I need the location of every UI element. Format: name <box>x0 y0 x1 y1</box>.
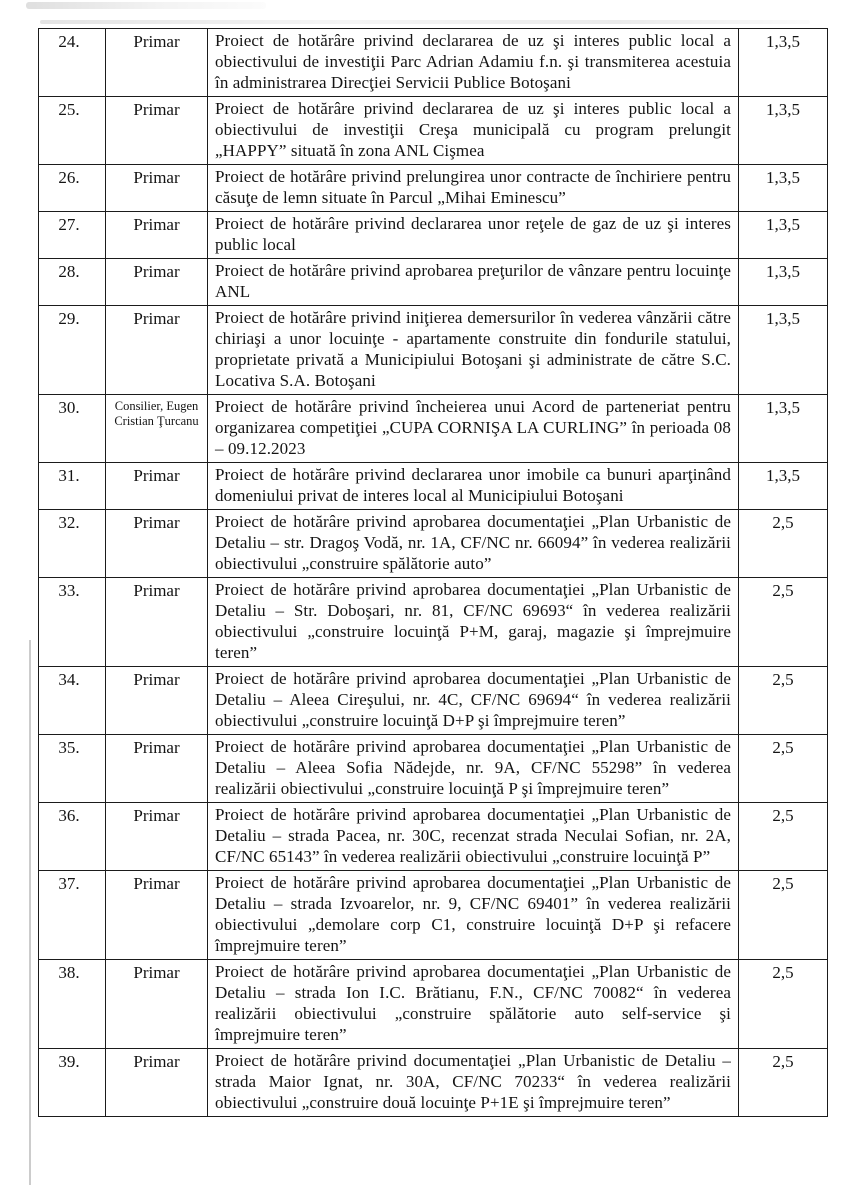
initiator-cell: Primar <box>106 97 208 165</box>
table-row <box>39 510 828 578</box>
table-row <box>39 960 828 1049</box>
aviz-commissions-cell: 2,5 <box>739 871 828 960</box>
agenda-table <box>38 28 828 1117</box>
aviz-commissions-cell: 1,3,5 <box>739 212 828 259</box>
initiator-cell: Primar <box>106 1049 208 1117</box>
description-cell: Proiect de hotărâre privind documentaţiei „Plan Urbanistic de Detaliu – strada Maior Ignat, nr. 30A, CF/NC 70233“ în vederea realizării obiectivului „construire două locuinţe P+1E şi împrejmuire teren” <box>208 1049 739 1117</box>
initiator-cell: Primar <box>106 212 208 259</box>
row-number-cell: 24. <box>39 29 106 97</box>
table-row <box>39 1049 828 1117</box>
description-cell: Proiect de hotărâre privind aprobarea documentaţiei „Plan Urbanistic de Detaliu – Aleea Cireşului, nr. 4C, CF/NC 69694“ în vederea realizării obiectivului „construire locuinţă D+P şi împrejmuire teren” <box>208 667 739 735</box>
aviz-commissions-cell: 1,3,5 <box>739 259 828 306</box>
table-row <box>39 259 828 306</box>
table-row <box>39 29 828 97</box>
aviz-commissions-cell: 2,5 <box>739 667 828 735</box>
description-cell: Proiect de hotărâre privind încheierea unui Acord de parteneriat pentru organizarea competiţiei „CUPA CORNIŞA LA CURLING” în perioada 08 – 09.12.2023 <box>208 395 739 463</box>
description-cell: Proiect de hotărâre privind declararea unor reţele de gaz de uz şi interes public local <box>208 212 739 259</box>
table-row <box>39 803 828 871</box>
description-cell: Proiect de hotărâre privind declararea de uz şi interes public local a obiectivului de investiţii Parc Adrian Adamiu f.n. şi transmiterea acestuia în administrarea Direcţiei Servicii Publice Botoşani <box>208 29 739 97</box>
description-cell: Proiect de hotărâre privind aprobarea documentaţiei „Plan Urbanistic de Detaliu – str. Dragoş Vodă, nr. 1A, CF/NC nr. 66094” în vederea realizării obiectivului „construire spălătorie auto” <box>208 510 739 578</box>
row-number-cell: 32. <box>39 510 106 578</box>
initiator-cell: Primar <box>106 871 208 960</box>
table-row <box>39 667 828 735</box>
row-number-cell: 29. <box>39 306 106 395</box>
table-row <box>39 212 828 259</box>
scan-artifact-streak <box>40 20 810 24</box>
row-number-cell: 30. <box>39 395 106 463</box>
scan-artifact-smudge <box>26 2 266 9</box>
table-row <box>39 165 828 212</box>
row-number-cell: 36. <box>39 803 106 871</box>
description-cell: Proiect de hotărâre privind iniţierea demersurilor în vederea vânzării către chiriaşi a unor locuinţe - apartamente construite din fondurile statului, proprietate privată a Municipiului Botoşani şi administrate de către S.C. Locativa S.A. Botoşani <box>208 306 739 395</box>
description-cell: Proiect de hotărâre privind aprobarea documentaţiei „Plan Urbanistic de Detaliu – Aleea Sofia Nădejde, nr. 9A, CF/NC 55298” în vederea realizării obiectivului „construire locuinţă P şi împrejmuire teren” <box>208 735 739 803</box>
aviz-commissions-cell: 1,3,5 <box>739 97 828 165</box>
row-number-cell: 39. <box>39 1049 106 1117</box>
aviz-commissions-cell: 2,5 <box>739 960 828 1049</box>
initiator-cell: Primar <box>106 960 208 1049</box>
aviz-commissions-cell: 1,3,5 <box>739 306 828 395</box>
table-row <box>39 871 828 960</box>
table-row <box>39 578 828 667</box>
description-cell: Proiect de hotărâre privind aprobarea documentaţiei „Plan Urbanistic de Detaliu – Str. Doboşari, nr. 81, CF/NC 69693“ în vederea realizării obiectivului „construire locuinţă P+M, garaj, magazie şi împrejmuire teren” <box>208 578 739 667</box>
row-number-cell: 35. <box>39 735 106 803</box>
row-number-cell: 37. <box>39 871 106 960</box>
description-cell: Proiect de hotărâre privind prelungirea unor contracte de închiriere pentru căsuţe de lemn situate în Parcul „Mihai Eminescu” <box>208 165 739 212</box>
initiator-cell: Primar <box>106 29 208 97</box>
aviz-commissions-cell: 1,3,5 <box>739 463 828 510</box>
description-cell: Proiect de hotărâre privind declararea unor imobile ca bunuri aparţinând domeniului privat de interes local al Municipiului Botoşani <box>208 463 739 510</box>
row-number-cell: 31. <box>39 463 106 510</box>
table-row <box>39 97 828 165</box>
aviz-commissions-cell: 2,5 <box>739 578 828 667</box>
row-number-cell: 33. <box>39 578 106 667</box>
initiator-cell: Primar <box>106 165 208 212</box>
agenda-table-body <box>39 29 828 1117</box>
initiator-cell: Consilier, Eugen Cristian Ţurcanu <box>106 395 208 463</box>
scan-artifact-edge-line <box>29 640 31 1185</box>
initiator-cell: Primar <box>106 667 208 735</box>
aviz-commissions-cell: 2,5 <box>739 1049 828 1117</box>
description-cell: Proiect de hotărâre privind aprobarea documentaţiei „Plan Urbanistic de Detaliu – strada Ion I.C. Brătianu, F.N., CF/NC 70082“ în vederea realizării obiectivului „construire spălătorie auto self-service şi împrejmuire teren” <box>208 960 739 1049</box>
row-number-cell: 25. <box>39 97 106 165</box>
row-number-cell: 26. <box>39 165 106 212</box>
description-cell: Proiect de hotărâre privind aprobarea preţurilor de vânzare pentru locuinţe ANL <box>208 259 739 306</box>
initiator-cell: Primar <box>106 510 208 578</box>
table-row <box>39 395 828 463</box>
row-number-cell: 27. <box>39 212 106 259</box>
aviz-commissions-cell: 1,3,5 <box>739 395 828 463</box>
initiator-cell: Primar <box>106 803 208 871</box>
table-row <box>39 463 828 510</box>
initiator-cell: Primar <box>106 578 208 667</box>
initiator-cell: Primar <box>106 735 208 803</box>
table-row <box>39 735 828 803</box>
description-cell: Proiect de hotărâre privind aprobarea documentaţiei „Plan Urbanistic de Detaliu – strada Pacea, nr. 30C, recenzat strada Neculai Sofian, nr. 2A, CF/NC 65143” în vederea realizării obiectivului „construire locuinţă P” <box>208 803 739 871</box>
row-number-cell: 34. <box>39 667 106 735</box>
description-cell: Proiect de hotărâre privind declararea de uz şi interes public local a obiectivului de investiţii Creşa municipală cu program prelungit „HAPPY” situată în zona ANL Cişmea <box>208 97 739 165</box>
row-number-cell: 38. <box>39 960 106 1049</box>
row-number-cell: 28. <box>39 259 106 306</box>
aviz-commissions-cell: 2,5 <box>739 803 828 871</box>
document-page <box>38 28 827 1117</box>
description-cell: Proiect de hotărâre privind aprobarea documentaţiei „Plan Urbanistic de Detaliu – strada Izvoarelor, nr. 9, CF/NC 69401” în vederea realizării obiectivului „demolare corp C1, construire locuinţă D+P şi refacere împrejmuire teren” <box>208 871 739 960</box>
aviz-commissions-cell: 1,3,5 <box>739 165 828 212</box>
initiator-cell: Primar <box>106 306 208 395</box>
aviz-commissions-cell: 1,3,5 <box>739 29 828 97</box>
table-row <box>39 306 828 395</box>
initiator-cell: Primar <box>106 259 208 306</box>
initiator-cell: Primar <box>106 463 208 510</box>
aviz-commissions-cell: 2,5 <box>739 510 828 578</box>
aviz-commissions-cell: 2,5 <box>739 735 828 803</box>
